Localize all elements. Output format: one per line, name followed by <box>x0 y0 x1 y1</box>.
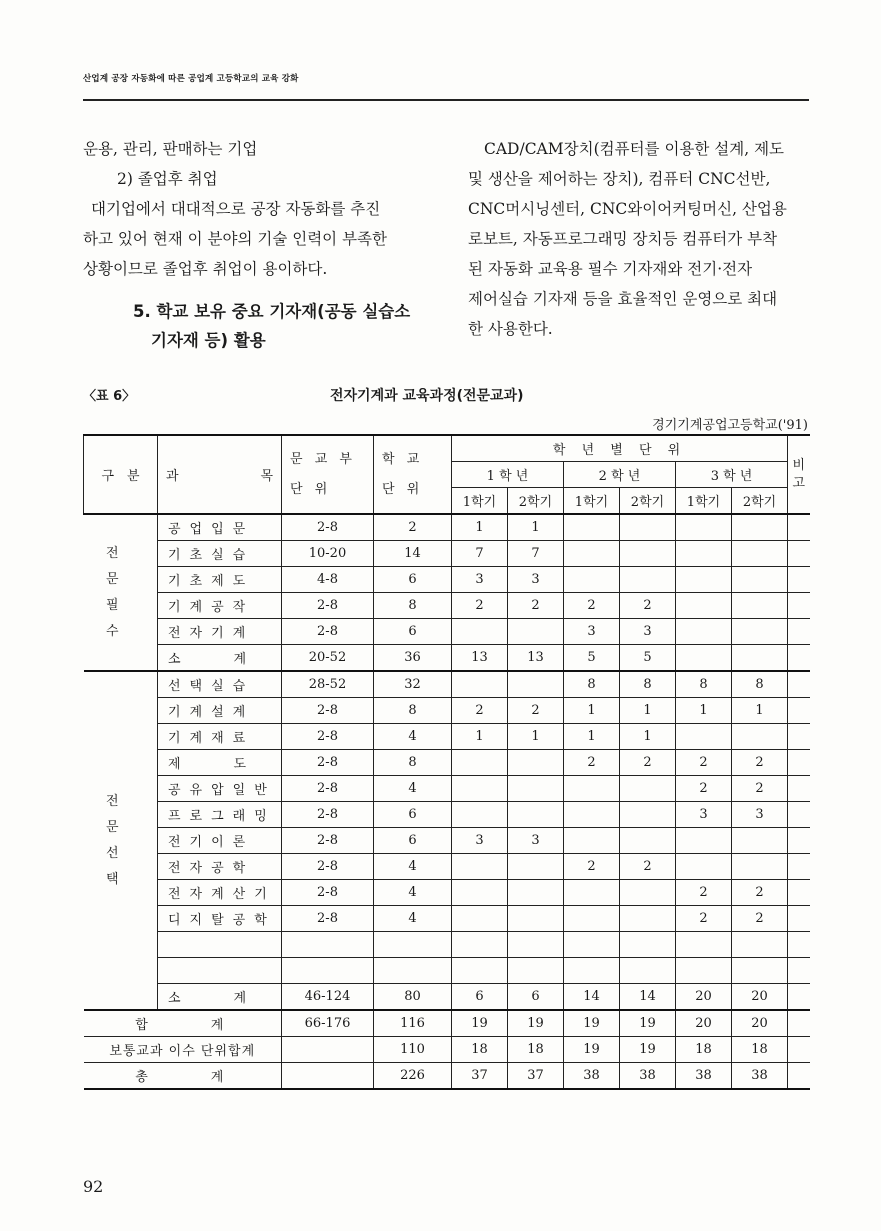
subject-cell: 기계재료 <box>158 724 282 750</box>
page-number: 92 <box>83 1177 104 1196</box>
value-cell <box>452 671 508 698</box>
value-cell: 2 <box>564 593 620 619</box>
value-cell: 2 <box>374 514 452 541</box>
value-cell: 3 <box>620 619 676 645</box>
value-cell <box>732 619 788 645</box>
value-cell: 6 <box>374 802 452 828</box>
value-cell: 1 <box>564 724 620 750</box>
table-row <box>84 698 810 724</box>
value-cell: 2-8 <box>282 619 374 645</box>
subject-cell: 제 도 <box>158 750 282 776</box>
subject-cell: 프로그래밍 <box>158 802 282 828</box>
value-cell: 36 <box>374 645 452 672</box>
header-semester: 1학기 <box>676 488 732 515</box>
total-row <box>84 1037 810 1063</box>
header-semester: 2학기 <box>620 488 676 515</box>
value-cell: 5 <box>564 645 620 672</box>
value-cell: 2 <box>732 776 788 802</box>
remarks-cell <box>788 1010 810 1037</box>
subject-cell: 공업입문 <box>158 514 282 541</box>
value-cell: 2 <box>620 854 676 880</box>
value-cell: 38 <box>732 1063 788 1090</box>
header-subject: 과 목 <box>158 435 282 514</box>
value-cell: 38 <box>564 1063 620 1090</box>
remarks-cell <box>788 619 810 645</box>
value-cell: 1 <box>732 698 788 724</box>
value-cell: 4 <box>374 724 452 750</box>
subject-cell: 전자계산기 <box>158 880 282 906</box>
value-cell <box>620 514 676 541</box>
value-cell: 20 <box>732 984 788 1011</box>
value-cell: 1 <box>508 724 564 750</box>
value-cell: 6 <box>508 984 564 1011</box>
value-cell <box>676 958 732 984</box>
remarks-cell <box>788 698 810 724</box>
value-cell: 8 <box>374 750 452 776</box>
value-cell: 1 <box>620 698 676 724</box>
value-cell <box>620 802 676 828</box>
table-row <box>84 854 810 880</box>
remarks-cell <box>788 880 810 906</box>
remarks-cell <box>788 932 810 958</box>
value-cell: 4-8 <box>282 567 374 593</box>
value-cell: 20 <box>732 1010 788 1037</box>
remarks-cell <box>788 906 810 932</box>
value-cell: 3 <box>508 828 564 854</box>
value-cell <box>452 776 508 802</box>
value-cell <box>564 828 620 854</box>
right-para-line: 및 생산을 제어하는 장치), 컴퓨터 CNC선반, <box>468 170 771 188</box>
value-cell: 18 <box>676 1037 732 1063</box>
table-title: 전자기계과 교육과정(전문교과) <box>330 388 524 404</box>
remarks-cell <box>788 567 810 593</box>
value-cell: 8 <box>564 671 620 698</box>
value-cell <box>620 932 676 958</box>
header-gubun: 구 분 <box>84 435 158 514</box>
value-cell: 37 <box>508 1063 564 1090</box>
value-cell <box>676 619 732 645</box>
subject-cell: 기계공작 <box>158 593 282 619</box>
value-cell: 2 <box>620 593 676 619</box>
header-grade-units: 학 년 별 단 위 <box>452 435 788 462</box>
value-cell <box>564 567 620 593</box>
value-cell <box>508 776 564 802</box>
value-cell: 8 <box>676 671 732 698</box>
table-row <box>84 776 810 802</box>
value-cell <box>620 828 676 854</box>
value-cell: 2 <box>564 854 620 880</box>
section-heading-line-1: 5. 학교 보유 중요 기자재(공동 실습소 <box>133 302 411 321</box>
value-cell: 4 <box>374 854 452 880</box>
left-para-line: 대기업에서 대대적으로 공장 자동화를 추진 <box>91 200 381 218</box>
table-row <box>84 906 810 932</box>
subject-cell <box>158 958 282 984</box>
value-cell <box>282 1063 374 1090</box>
value-cell: 3 <box>732 802 788 828</box>
value-cell: 7 <box>508 541 564 567</box>
value-cell: 20 <box>676 1010 732 1037</box>
value-cell: 10-20 <box>282 541 374 567</box>
header-semester: 1학기 <box>452 488 508 515</box>
table-row <box>84 750 810 776</box>
value-cell <box>564 906 620 932</box>
value-cell <box>452 619 508 645</box>
remarks-cell <box>788 828 810 854</box>
value-cell: 1 <box>452 514 508 541</box>
value-cell: 2 <box>676 776 732 802</box>
value-cell: 19 <box>508 1010 564 1037</box>
left-para-line: 하고 있어 현재 이 분야의 기술 인력이 부족한 <box>83 230 388 248</box>
value-cell <box>508 854 564 880</box>
value-cell: 3 <box>508 567 564 593</box>
value-cell: 1 <box>452 724 508 750</box>
subject-cell: 전자기계 <box>158 619 282 645</box>
table-row <box>84 567 810 593</box>
value-cell: 3 <box>452 828 508 854</box>
table-row <box>84 724 810 750</box>
value-cell: 14 <box>564 984 620 1011</box>
value-cell <box>732 593 788 619</box>
total-label: 보통교과 이수 단위합계 <box>84 1037 282 1063</box>
value-cell: 4 <box>374 776 452 802</box>
value-cell <box>374 932 452 958</box>
value-cell <box>564 514 620 541</box>
right-para-line: 로보트, 자동프로그래밍 장치등 컴퓨터가 부착 <box>468 230 778 248</box>
value-cell: 2 <box>676 750 732 776</box>
value-cell: 2 <box>676 880 732 906</box>
value-cell <box>620 776 676 802</box>
value-cell: 8 <box>620 671 676 698</box>
value-cell: 2-8 <box>282 698 374 724</box>
value-cell: 7 <box>452 541 508 567</box>
remarks-cell <box>788 984 810 1011</box>
subject-cell: 디지탈공학 <box>158 906 282 932</box>
table-row <box>84 932 810 958</box>
value-cell <box>508 932 564 958</box>
value-cell: 4 <box>374 880 452 906</box>
value-cell <box>676 593 732 619</box>
value-cell <box>452 854 508 880</box>
header-mungyo-units: 문 교 부 단 위 <box>282 435 374 514</box>
value-cell <box>282 958 374 984</box>
value-cell: 2 <box>676 906 732 932</box>
subject-cell: 소 계 <box>158 645 282 672</box>
value-cell: 19 <box>564 1010 620 1037</box>
value-cell <box>282 1037 374 1063</box>
value-cell <box>676 567 732 593</box>
value-cell: 14 <box>620 984 676 1011</box>
value-cell: 20 <box>676 984 732 1011</box>
value-cell <box>620 880 676 906</box>
value-cell <box>508 619 564 645</box>
subject-cell: 전기이론 <box>158 828 282 854</box>
subject-cell: 기초실습 <box>158 541 282 567</box>
subject-cell: 전자공학 <box>158 854 282 880</box>
value-cell: 6 <box>374 567 452 593</box>
header-remarks: 비고 <box>788 435 810 514</box>
subject-cell: 기계설계 <box>158 698 282 724</box>
remarks-cell <box>788 958 810 984</box>
value-cell: 1 <box>676 698 732 724</box>
value-cell: 2 <box>452 698 508 724</box>
value-cell: 2-8 <box>282 750 374 776</box>
value-cell <box>676 828 732 854</box>
value-cell <box>452 958 508 984</box>
left-column <box>83 134 435 284</box>
left-para-line: 상황이므로 졸업후 취업이 용이하다. <box>83 260 328 278</box>
total-label: 총 계 <box>84 1063 282 1090</box>
value-cell: 3 <box>564 619 620 645</box>
value-cell: 37 <box>452 1063 508 1090</box>
value-cell <box>676 514 732 541</box>
value-cell: 2 <box>564 750 620 776</box>
header-year-1: 1 학 년 <box>452 462 564 488</box>
value-cell <box>676 541 732 567</box>
table-row <box>84 828 810 854</box>
remarks-cell <box>788 671 810 698</box>
header-semester: 2학기 <box>508 488 564 515</box>
section-heading-line-2: 기자재 등) 활용 <box>151 331 266 350</box>
value-cell <box>508 958 564 984</box>
value-cell: 2-8 <box>282 802 374 828</box>
value-cell: 19 <box>452 1010 508 1037</box>
right-para-line: CAD/CAM장치(컴퓨터를 이용한 설계, 제도 <box>484 140 785 158</box>
header-rule <box>83 99 809 101</box>
value-cell <box>732 932 788 958</box>
value-cell <box>732 567 788 593</box>
remarks-cell <box>788 1063 810 1090</box>
value-cell <box>374 958 452 984</box>
value-cell <box>508 906 564 932</box>
value-cell <box>676 854 732 880</box>
value-cell: 6 <box>374 619 452 645</box>
value-cell: 4 <box>374 906 452 932</box>
value-cell <box>732 828 788 854</box>
right-para-line: 한 사용한다. <box>468 320 553 338</box>
value-cell <box>452 750 508 776</box>
header-year-2: 2 학 년 <box>564 462 676 488</box>
value-cell: 38 <box>620 1063 676 1090</box>
subject-cell: 기초제도 <box>158 567 282 593</box>
value-cell: 19 <box>620 1010 676 1037</box>
value-cell: 32 <box>374 671 452 698</box>
value-cell: 110 <box>374 1037 452 1063</box>
value-cell <box>564 880 620 906</box>
table-row <box>84 593 810 619</box>
table-row <box>84 514 810 541</box>
value-cell: 8 <box>374 593 452 619</box>
value-cell: 2 <box>508 593 564 619</box>
value-cell <box>564 541 620 567</box>
table-source: 경기기계공업고등학교('91) <box>652 418 808 433</box>
table-body <box>84 514 810 1089</box>
value-cell: 3 <box>452 567 508 593</box>
value-cell: 18 <box>452 1037 508 1063</box>
subject-cell <box>158 932 282 958</box>
remarks-cell <box>788 541 810 567</box>
left-line-1: 운용, 관리, 판매하는 기업 <box>83 140 258 158</box>
value-cell <box>508 802 564 828</box>
subject-cell: 소 계 <box>158 984 282 1011</box>
value-cell: 2 <box>452 593 508 619</box>
value-cell: 2 <box>508 698 564 724</box>
value-cell: 226 <box>374 1063 452 1090</box>
value-cell <box>452 906 508 932</box>
header-year-3: 3 학 년 <box>676 462 788 488</box>
value-cell: 80 <box>374 984 452 1011</box>
table-row <box>84 958 810 984</box>
remarks-cell <box>788 1037 810 1063</box>
value-cell: 2 <box>732 906 788 932</box>
value-cell: 2 <box>620 750 676 776</box>
value-cell <box>508 750 564 776</box>
value-cell: 20-52 <box>282 645 374 672</box>
remarks-cell <box>788 724 810 750</box>
value-cell: 2-8 <box>282 776 374 802</box>
curriculum-table <box>83 434 810 1090</box>
value-cell <box>564 802 620 828</box>
value-cell <box>282 932 374 958</box>
header-semester: 2학기 <box>732 488 788 515</box>
value-cell <box>732 645 788 672</box>
value-cell: 2-8 <box>282 828 374 854</box>
remarks-cell <box>788 514 810 541</box>
table-row <box>84 802 810 828</box>
table-label: 〈표 6〉 <box>83 389 136 404</box>
right-para-line: CNC머시닝센터, CNC와이어커팅머신, 산업용 <box>468 200 787 218</box>
value-cell: 5 <box>620 645 676 672</box>
value-cell <box>732 854 788 880</box>
value-cell: 8 <box>732 671 788 698</box>
remarks-cell <box>788 750 810 776</box>
group-cell: 전 문 필 수 <box>84 514 158 671</box>
value-cell <box>732 514 788 541</box>
remarks-cell <box>788 776 810 802</box>
value-cell: 6 <box>374 828 452 854</box>
total-row <box>84 1063 810 1090</box>
right-para-line: 제어실습 기자재 등을 효율적인 운영으로 최대 <box>468 290 778 308</box>
value-cell: 14 <box>374 541 452 567</box>
value-cell <box>564 932 620 958</box>
value-cell <box>732 541 788 567</box>
value-cell: 1 <box>564 698 620 724</box>
value-cell: 46-124 <box>282 984 374 1011</box>
header-school-units: 학 교 단 위 <box>374 435 452 514</box>
subheading-employment: 2) 졸업후 취업 <box>117 170 218 188</box>
value-cell <box>676 645 732 672</box>
value-cell <box>564 958 620 984</box>
value-cell <box>732 958 788 984</box>
running-header: 산업계 공장 자동화에 따른 공업계 고등학교의 교육 강화 <box>83 74 299 84</box>
value-cell <box>620 958 676 984</box>
value-cell: 116 <box>374 1010 452 1037</box>
value-cell: 13 <box>452 645 508 672</box>
value-cell: 2-8 <box>282 854 374 880</box>
subject-cell: 공유압일반 <box>158 776 282 802</box>
value-cell: 6 <box>452 984 508 1011</box>
table-row <box>84 671 810 698</box>
value-cell <box>620 541 676 567</box>
value-cell: 1 <box>508 514 564 541</box>
value-cell: 66-176 <box>282 1010 374 1037</box>
value-cell <box>508 880 564 906</box>
right-column <box>468 134 810 344</box>
value-cell: 18 <box>732 1037 788 1063</box>
subject-cell: 선택실습 <box>158 671 282 698</box>
remarks-cell <box>788 854 810 880</box>
value-cell <box>452 802 508 828</box>
right-para-line: 된 자동화 교육용 필수 기자재와 전기·전자 <box>468 260 753 278</box>
group-cell: 전 문 선 택 <box>84 671 158 1010</box>
value-cell: 38 <box>676 1063 732 1090</box>
value-cell: 19 <box>564 1037 620 1063</box>
value-cell <box>620 906 676 932</box>
value-cell: 2-8 <box>282 906 374 932</box>
value-cell <box>452 932 508 958</box>
value-cell <box>564 776 620 802</box>
value-cell <box>732 724 788 750</box>
total-row <box>84 1010 810 1037</box>
value-cell <box>620 567 676 593</box>
header-semester: 1학기 <box>564 488 620 515</box>
total-label: 합 계 <box>84 1010 282 1037</box>
value-cell: 2-8 <box>282 593 374 619</box>
remarks-cell <box>788 802 810 828</box>
value-cell: 2 <box>732 750 788 776</box>
table-row <box>84 880 810 906</box>
value-cell: 2-8 <box>282 514 374 541</box>
value-cell <box>452 880 508 906</box>
value-cell: 18 <box>508 1037 564 1063</box>
table-row <box>84 984 810 1011</box>
value-cell: 19 <box>620 1037 676 1063</box>
value-cell: 3 <box>676 802 732 828</box>
table-row <box>84 645 810 672</box>
value-cell <box>676 932 732 958</box>
value-cell <box>508 671 564 698</box>
value-cell: 2-8 <box>282 724 374 750</box>
section-heading <box>133 297 433 355</box>
remarks-cell <box>788 645 810 672</box>
value-cell: 1 <box>620 724 676 750</box>
value-cell: 2 <box>732 880 788 906</box>
value-cell: 2-8 <box>282 880 374 906</box>
table-row <box>84 541 810 567</box>
value-cell: 13 <box>508 645 564 672</box>
remarks-cell <box>788 593 810 619</box>
table-row <box>84 619 810 645</box>
value-cell <box>676 724 732 750</box>
value-cell: 8 <box>374 698 452 724</box>
value-cell: 28-52 <box>282 671 374 698</box>
